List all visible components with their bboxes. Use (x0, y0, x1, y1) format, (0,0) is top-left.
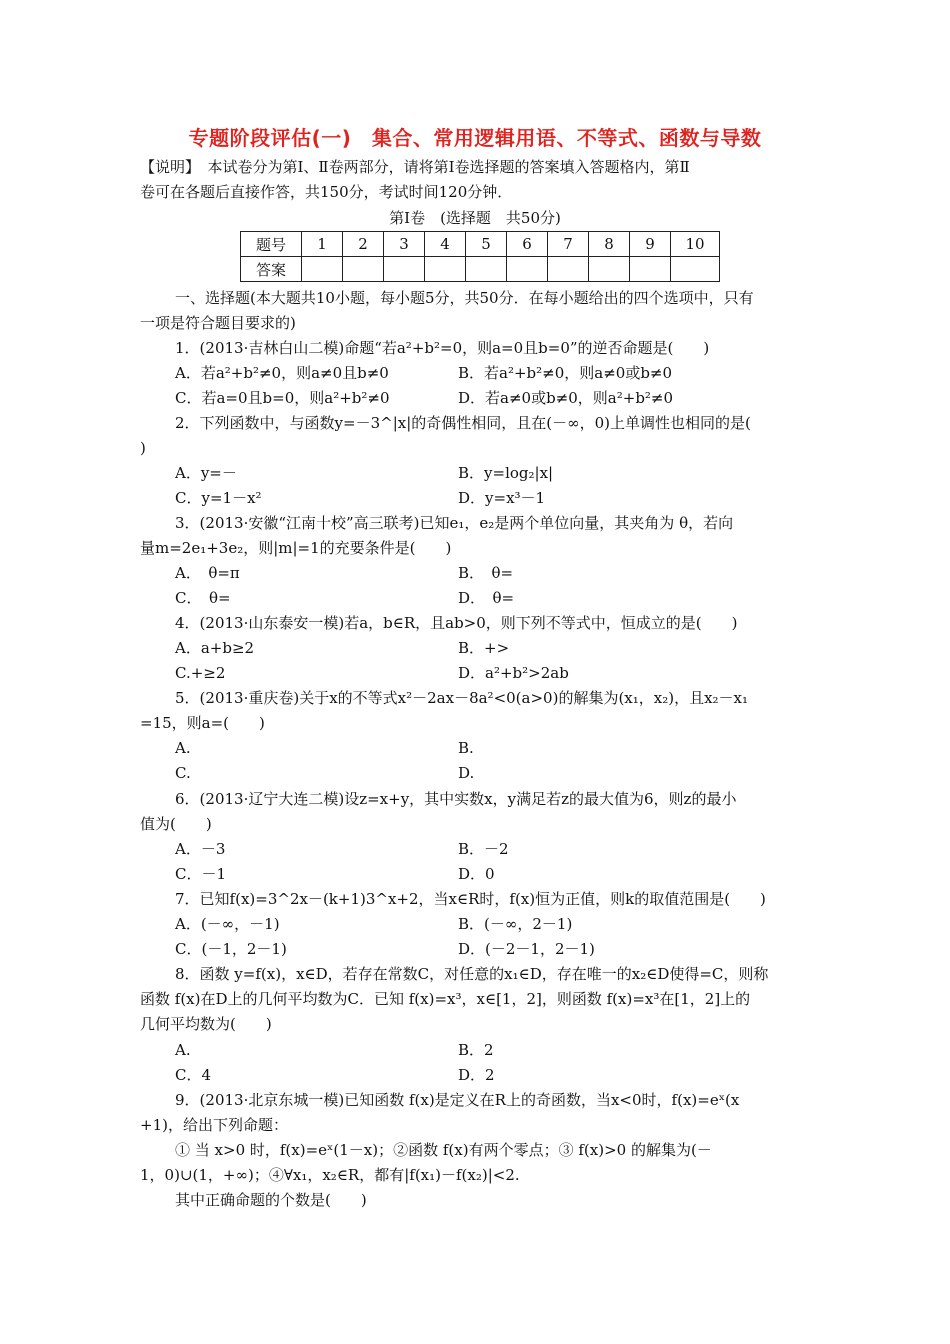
question-8-option-d: D．2 (458, 1066, 495, 1084)
question-2-stem-line-2: ) (140, 439, 146, 457)
question-2-option-b: B．y=log₂|x| (458, 464, 554, 482)
question-8-option-b: B．2 (458, 1041, 494, 1059)
part-intro-line-1: 一、选择题(本大题共10小题，每小题5分，共50分．在每小题给出的四个选项中，只有 (175, 289, 754, 307)
question-2-stem-line-1: 2．下列函数中，与函数y=－3^|x|的奇偶性相同，且在(－∞，0)上单调性也相同的是( (175, 414, 751, 432)
question-8-stem-line-1: 8．函数 y=f(x)，x∈D，若存在常数C，对任意的x₁∈D，存在唯一的x₂∈D使得=C，则称 (175, 965, 769, 983)
table-header-answer: 答案 (241, 257, 302, 282)
table-cell-number: 4 (425, 232, 466, 257)
question-1-option-c: C．若a=0且b=0，则a²+b²≠0 (175, 389, 390, 407)
instructions-line-2: 卷可在各题后直接作答，共150分，考试时间120分钟． (140, 183, 513, 201)
question-5-option-b: B. (458, 739, 474, 757)
answer-cell (548, 257, 589, 282)
question-5-stem-line-2: =15，则a=( ) (140, 714, 265, 732)
instructions-line-1: 【说明】 本试卷分为第Ⅰ、Ⅱ卷两部分，请将第Ⅰ卷选择题的答案填入答题格内，第Ⅱ (140, 158, 690, 176)
question-7-stem: 7．已知f(x)=3^2x－(k+1)3^x+2，当x∈R时，f(x)恒为正值，则k的取值范围是( ) (175, 890, 766, 908)
question-9-stem-line-4: 1，0)∪(1，+∞)；④∀x₁，x₂∈R，都有|f(x₁)－f(x₂)|<2. (140, 1166, 520, 1184)
answer-cell (671, 257, 720, 282)
question-1-option-d: D．若a≠0或b≠0，则a²+b²≠0 (458, 389, 674, 407)
table-cell-number: 5 (466, 232, 507, 257)
table-cell-number: 2 (343, 232, 384, 257)
question-9-stem-line-3: ① 当 x>0 时，f(x)=eˣ(1－x)；②函数 f(x)有两个零点；③ f(x)>0 的解集为(－ (175, 1141, 712, 1159)
question-4-option-d: D．a²+b²>2ab (458, 664, 569, 682)
answer-cell (343, 257, 384, 282)
question-3-stem-line-2: 量m=2e₁+3e₂，则|m|=1的充要条件是( ) (140, 539, 452, 557)
question-9-stem-line-1: 9．(2013·北京东城一模)已知函数 f(x)是定义在R上的奇函数，当x<0时，f(x)=eˣ(x (175, 1091, 740, 1109)
page-title: 专题阶段评估(一) 集合、常用逻辑用语、不等式、函数与导数 (188, 126, 762, 150)
question-4-option-a: A．a+b≥2 (175, 639, 255, 657)
question-7-option-a: A．(－∞，－1) (175, 915, 280, 933)
answer-cell (384, 257, 425, 282)
answer-cell (589, 257, 630, 282)
question-6-option-a: A．－3 (175, 840, 226, 858)
question-1-stem: 1．(2013·吉林白山二模)命题“若a²+b²=0，则a=0且b=0”的逆否命题是( ) (175, 339, 710, 357)
table-cell-number: 3 (384, 232, 425, 257)
question-9-stem-line-5: 其中正确命题的个数是( ) (175, 1191, 367, 1209)
question-7-option-c: C．(－1，2－1) (175, 940, 287, 958)
question-8-option-a: A. (175, 1041, 191, 1059)
table-cell-number: 6 (507, 232, 548, 257)
question-3-option-b: B． θ= (458, 564, 514, 582)
question-5-stem-line-1: 5．(2013·重庆卷)关于x的不等式x²－2ax－8a²<0(a>0)的解集为(x₁，x₂)，且x₂－x₁ (175, 689, 749, 707)
answer-table-number-row (241, 232, 720, 257)
question-3-option-c: C． θ= (175, 589, 231, 607)
question-6-stem-line-2: 值为( ) (140, 815, 212, 833)
section-heading: 第Ⅰ卷 (选择题 共50分) (389, 209, 561, 227)
question-2-option-a: A．y=－ (175, 464, 237, 482)
answer-cell (466, 257, 507, 282)
question-5-option-a: A. (175, 739, 191, 757)
answer-table-answer-row (241, 257, 720, 282)
table-header-number: 题号 (241, 232, 302, 257)
answer-table (240, 231, 720, 282)
question-3-option-a: A． θ=π (175, 564, 240, 582)
question-6-option-d: D．0 (458, 865, 495, 883)
question-1-option-a: A．若a²+b²≠0，则a≠0且b≠0 (175, 364, 389, 382)
table-cell-number: 8 (589, 232, 630, 257)
question-6-option-c: C．－1 (175, 865, 227, 883)
question-3-option-d: D． θ= (458, 589, 515, 607)
question-8-stem-line-2: 函数 f(x)在D上的几何平均数为C．已知 f(x)=x³，x∈[1，2]，则函数 f(x)=x³在[1，2]上的 (140, 990, 751, 1008)
question-2-option-d: D．y=x³－1 (458, 489, 546, 507)
question-8-option-c: C．4 (175, 1066, 212, 1084)
question-9-stem-line-2: +1)，给出下列命题： (140, 1116, 288, 1134)
question-4-option-c: C.+≥2 (175, 664, 226, 682)
question-6-option-b: B．－2 (458, 840, 509, 858)
table-cell-number: 1 (302, 232, 343, 257)
question-5-option-d: D. (458, 764, 475, 782)
question-7-option-b: B．(－∞，2－1) (458, 915, 573, 933)
question-6-stem-line-1: 6．(2013·辽宁大连二模)设z=x+y，其中实数x，y满足若z的最大值为6，则z的最小 (175, 790, 737, 808)
table-cell-number: 9 (630, 232, 671, 257)
part-intro-line-2: 一项是符合题目要求的) (140, 314, 296, 332)
answer-cell (302, 257, 343, 282)
question-1-option-b: B．若a²+b²≠0，则a≠0或b≠0 (458, 364, 673, 382)
table-cell-number: 7 (548, 232, 589, 257)
question-4-stem: 4．(2013·山东泰安一模)若a，b∈R，且ab>0，则下列不等式中，恒成立的是( ) (175, 614, 738, 632)
question-2-option-c: C．y=1－x² (175, 489, 262, 507)
question-7-option-d: D．(－2－1，2－1) (458, 940, 595, 958)
table-cell-number: 10 (671, 232, 720, 257)
answer-cell (630, 257, 671, 282)
question-3-stem-line-1: 3．(2013·安徽“江南十校”高三联考)已知e₁，e₂是两个单位向量，其夹角为 θ，若向 (175, 514, 734, 532)
question-5-option-c: C. (175, 764, 191, 782)
answer-cell (425, 257, 466, 282)
answer-cell (507, 257, 548, 282)
question-4-option-b: B．+> (458, 639, 510, 657)
question-8-stem-line-3: 几何平均数为( ) (140, 1015, 272, 1033)
